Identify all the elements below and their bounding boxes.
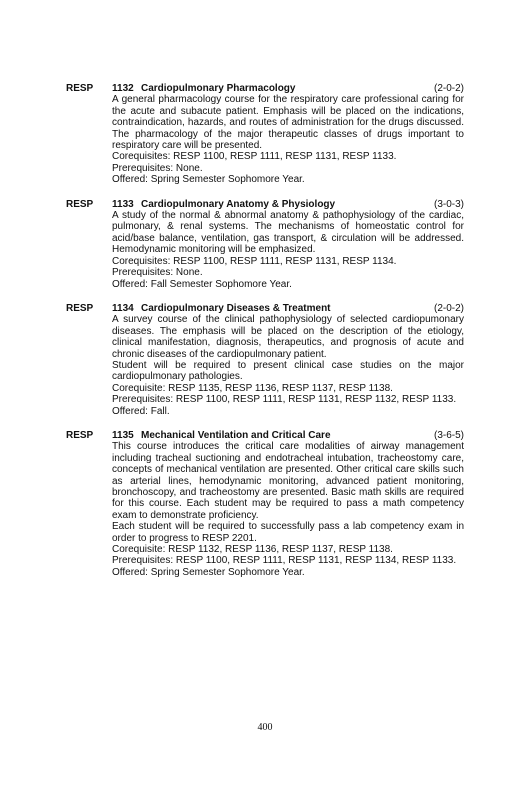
course-prerequisites: Prerequisites: RESP 1100, RESP 1111, RESP 1131, RESP 1132, RESP 1133. <box>112 394 457 406</box>
course-body <box>112 199 464 290</box>
course-entry <box>0 430 530 578</box>
course-entry <box>0 83 530 186</box>
course-heading <box>112 83 464 94</box>
course-description: A study of the normal & abnormal anatomy & pathophysiology of the cardiac, pulmonary, & renal systems. The mechanisms of homeostatic control for acid/base balance, ventilation, gas transport, & circulation will be addressed. Hemodynamic monitoring will be emphasized. <box>112 210 464 256</box>
course-body <box>112 430 464 578</box>
course-prerequisites: Prerequisites: None. <box>112 162 203 174</box>
course-body <box>112 83 464 186</box>
course-number: 1135 <box>112 429 134 441</box>
course-offered: Offered: Fall Semester Sophomore Year. <box>112 278 292 290</box>
course-body <box>112 303 464 417</box>
course-title: Cardiopulmonary Anatomy & Physiology <box>141 198 336 210</box>
course-prerequisites: Prerequisites: RESP 1100, RESP 1111, RESP 1131, RESP 1134, RESP 1133. <box>112 555 457 567</box>
course-prerequisites: Prerequisites: None. <box>112 267 203 279</box>
course-entry <box>0 303 530 417</box>
course-additional-note: Student will be required to present clinical case studies on the major cardiopulmonary pathologies. <box>112 359 464 383</box>
course-entry <box>0 199 530 290</box>
course-description: A general pharmacology course for the respiratory care professional caring for the acute and subacute patient. Emphasis will be placed on the indications, contraindication, hazards, and routes of administration for the drugs discussed. The pharmacology of the major therapeutic classes of drugs important to respiratory care will be presented. <box>112 94 464 152</box>
course-credits: (2-0-2) <box>433 302 464 314</box>
course-number: 1132 <box>112 83 134 94</box>
course-additional-note: Each student will be required to successfully pass a lab competency exam in order to progress to RESP 2201. <box>112 521 464 544</box>
course-corequisites: Corequisite: RESP 1135, RESP 1136, RESP 1137, RESP 1138. <box>112 382 393 394</box>
course-department: RESP <box>66 302 94 314</box>
course-title: Mechanical Ventilation and Critical Care <box>141 429 331 441</box>
course-heading <box>112 303 464 314</box>
course-department: RESP <box>66 198 94 210</box>
course-number: 1134 <box>112 302 134 314</box>
page-number: 400 <box>257 722 273 733</box>
course-description: This course introduces the critical care modalities of airway management including tracheal suctioning and endotracheal intubation, tracheostomy care, concepts of mechanical ventilation are presented. Other critical care skills such as arterial lines, hemodynamic monitoring, advanced patient monitoring, bronchoscopy, and tracheostomy are presented. Basic math skills are required for this course. Each student may be required to pass a math competency exam to demonstrate proficiency. <box>112 441 464 521</box>
course-title: Cardiopulmonary Diseases & Treatment <box>141 302 331 314</box>
course-department: RESP <box>66 429 94 441</box>
course-heading <box>112 430 464 441</box>
course-offered: Offered: Spring Semester Sophomore Year. <box>112 566 305 578</box>
course-credits: (3-0-3) <box>433 198 464 210</box>
course-department: RESP <box>66 83 94 94</box>
course-offered: Offered: Fall. <box>112 405 170 417</box>
course-title: Cardiopulmonary Pharmacology <box>141 83 296 94</box>
course-heading <box>112 199 464 210</box>
course-credits: (3-6-5) <box>433 429 464 441</box>
course-description: A survey course of the clinical pathophysiology of selected cardiopumonary diseases. The emphasis will be placed on the description of the etiology, clinical manifestation, diagnosis, therapeutics, and prognosis of acute and chronic diseases of the cardiopulmonary patient. <box>112 314 464 360</box>
course-corequisites: Corequisites: RESP 1100, RESP 1111, RESP 1131, RESP 1133. <box>112 151 397 163</box>
course-offered: Offered: Spring Semester Sophomore Year. <box>112 174 305 186</box>
course-corequisites: Corequisite: RESP 1132, RESP 1136, RESP 1137, RESP 1138. <box>112 544 393 556</box>
course-list <box>0 83 530 591</box>
course-number: 1133 <box>112 198 134 210</box>
course-corequisites: Corequisites: RESP 1100, RESP 1111, RESP 1131, RESP 1134. <box>112 255 397 267</box>
course-credits: (2-0-2) <box>433 83 464 94</box>
